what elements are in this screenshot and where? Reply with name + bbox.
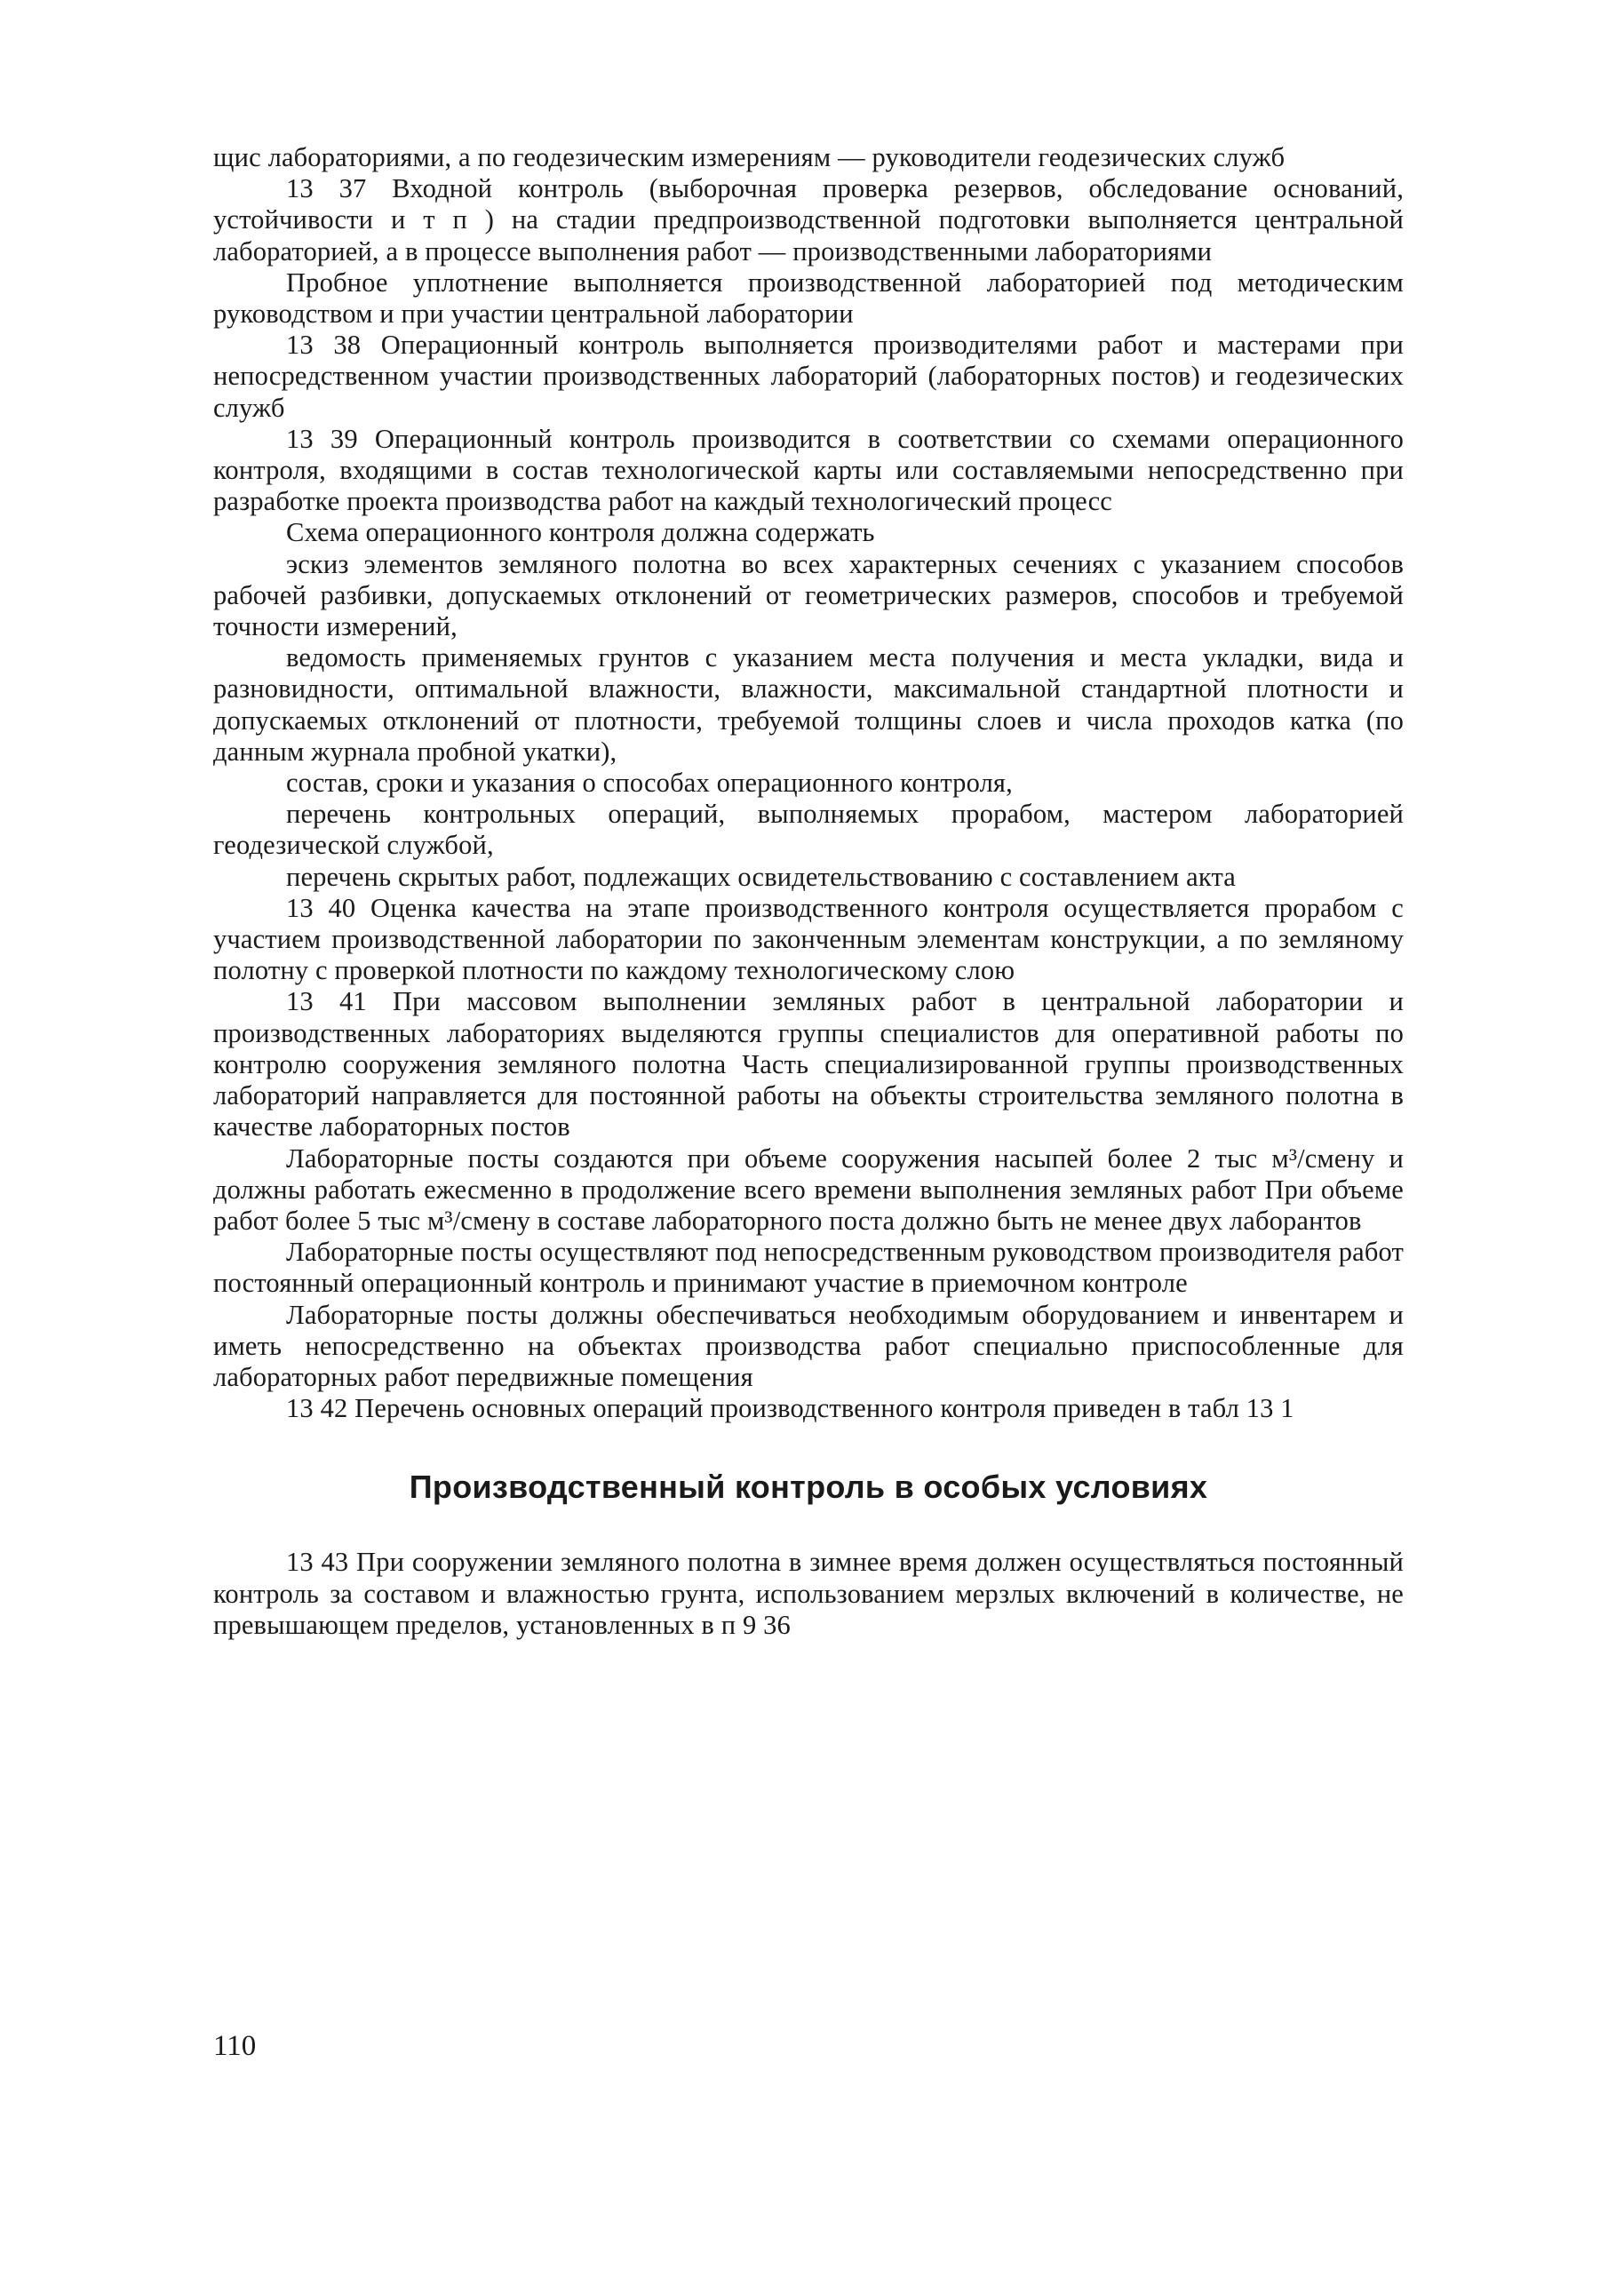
paragraph: 13 43 При сооружении земляного полотна в зимнее время должен осуществляться постоянный контроль за составом и влажностью грунта, использованием мерзлых включений в количестве, не превышающем пределов, установленных в п 9 36 [213, 1547, 1404, 1640]
paragraph: 13 39 Операционный контроль производится в соответствии со схемами операционного контроля, входящими в состав технологической карты или составляемыми непосредственно при разработке проекта производства работ на каждый технологический процесс [213, 423, 1404, 517]
paragraph: 13 40 Оценка качества на этапе производственного контроля осуществляется прорабом с участием производственной лаборатории по законченным элементам конструкции, а по земляному полотну с проверкой плотности по каждому технологическому слою [213, 892, 1404, 986]
paragraph: Лабораторные посты осуществляют под непосредственным руководством производителя работ постоянный операционный контроль и принимают участие в приемочном контроле [213, 1237, 1404, 1299]
list-item: перечень скрытых работ, подлежащих освидетельствованию с составлением акта [286, 861, 1236, 892]
section-paragraphs-block [213, 1547, 1404, 1641]
paragraph: 13 41 При массовом выполнении земляных работ в центральной лаборатории и производственных лабораториях выделяются группы специалистов для оперативной работы по контролю сооружения земляного полотна Часть специализированной группы производственных лабораторий направляется для постоянной работы на объекты строительства земляного полотна в качестве лабораторных постов [213, 986, 1404, 1142]
list-item: эскиз элементов земляного полотна во всех характерных сечениях с указанием способов рабочей разбивки, допускаемых отклонений от геометрических размеров, способов и требуемой точности измерений, [213, 548, 1404, 642]
list-item: перечень контрольных операций, выполняемых прорабом, мастером лабораторией геодезической службой, [213, 799, 1404, 861]
paragraph: Схема операционного контроля должна содержать [286, 517, 875, 548]
page-number: 110 [213, 2030, 257, 2062]
paragraph: Пробное уплотнение выполняется производственной лабораторией под методическим руководством и при участии центральной лаборатории [213, 267, 1404, 330]
paragraph: 13 42 Перечень основных операций производственного контроля приведен в табл 13 1 [286, 1393, 1294, 1424]
list-item: состав, сроки и указания о способах операционного контроля, [286, 768, 1013, 799]
paragraph: 13 37 Входной контроль (выборочная проверка резервов, обследование оснований, устойчивости и т п ) на стадии предпроизводственной подготовки выполняется центральной лабораторией, а в процессе выполнения работ — производственными лабораториями [213, 173, 1404, 267]
paragraph: Лабораторные посты должны обеспечиваться необходимым оборудованием и инвентарем и иметь непосредственно на объектах производства работ специально приспособленные для лабораторных работ передвижные помещения [213, 1299, 1404, 1392]
section-heading: Производственный контроль в особых условиях [409, 1469, 1208, 1506]
paragraph: Лабораторные посты создаются при объеме сооружения насыпей более 2 тыс м³/смену и должны работать ежесменно в продолжение всего времени выполнения земляных работ При объеме работ более 5 тыс м³/смену в составе лабораторного поста должно быть не менее двух лаборантов [213, 1142, 1404, 1236]
page-body [213, 142, 1404, 1641]
list-item: ведомость применяемых грунтов с указанием места получения и места укладки, вида и разновидности, оптимальной влажности, влажности, максимальной стандартной плотности и допускаемых отклонений от плотности, требуемой толщины слоев и числа проходов катка (по данным журнала пробной укатки), [213, 642, 1404, 767]
paragraphs-block [213, 142, 1404, 1424]
paragraph: 13 38 Операционный контроль выполняется производителями работ и мастерами при непосредственном участии производственных лабораторий (лабораторных постов) и геодезических служб [213, 330, 1404, 423]
paragraph: щис лабораториями, а по геодезическим измерениям — руководители геодезических служб [213, 142, 1286, 172]
